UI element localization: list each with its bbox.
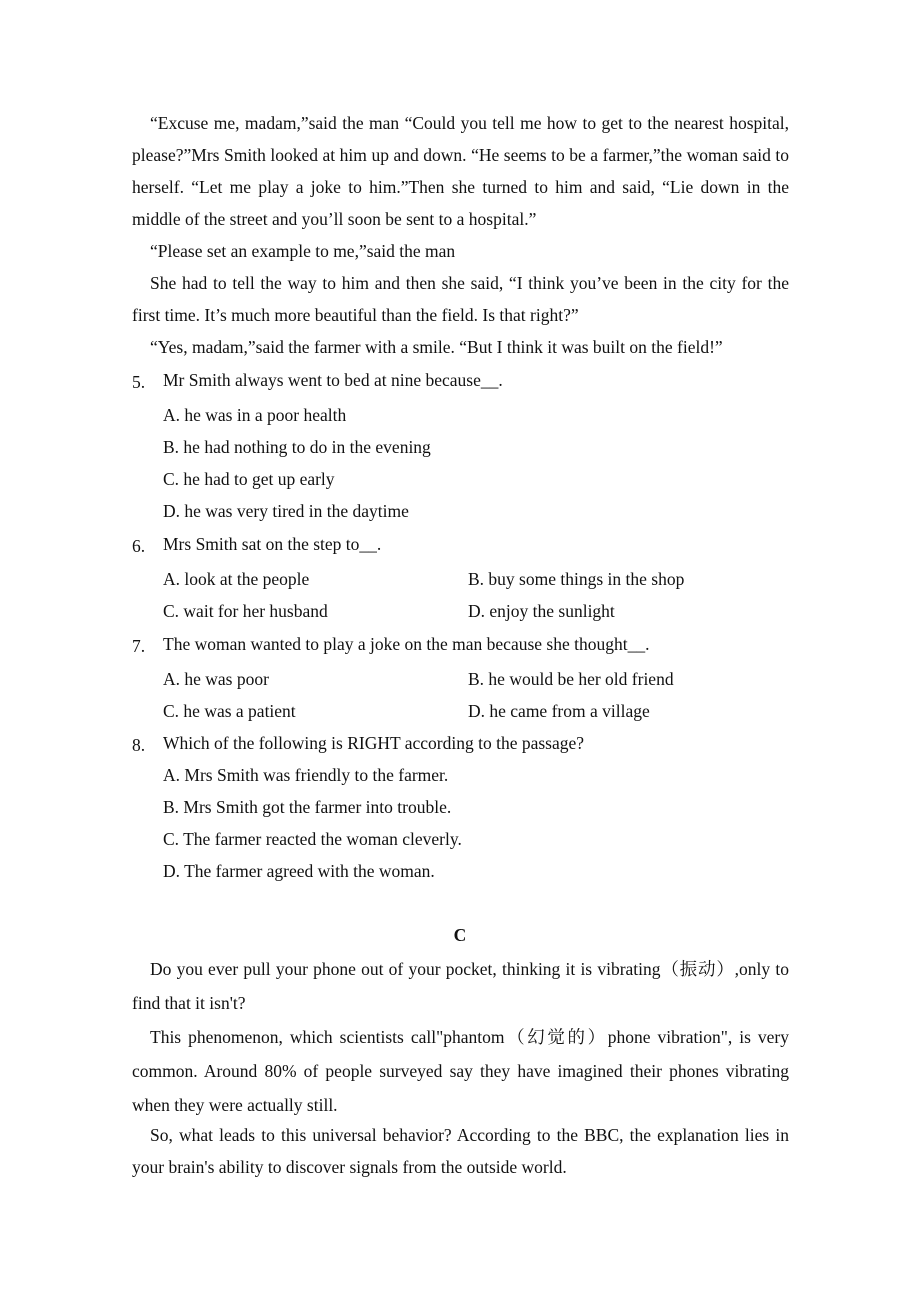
- question-option: D. he came from a village: [468, 701, 650, 721]
- question-option: C. wait for her husband: [163, 601, 328, 621]
- question-option: A. Mrs Smith was friendly to the farmer.: [163, 765, 449, 785]
- passage-b-paragraph-4: “Yes, madam,”said the farmer with a smile. “But I think it was built on the field!”: [150, 337, 723, 357]
- question-option: B. he would be her old friend: [468, 669, 674, 689]
- passage-c-paragraph-3: So, what leads to this universal behavior? According to the BBC, the explanation lies in your brain's ability to discover signals from the outside world.: [132, 1125, 789, 1177]
- question-option: C. he had to get up early: [163, 469, 335, 489]
- question-text: Mrs Smith sat on the step to__.: [163, 534, 382, 554]
- passage-c-paragraph-2: This phenomenon, which scientists call"phantom（幻觉的）phone vibration", is very common. Around 80% of people surveyed say they have imagined their phones vibrating when they were actually still.: [132, 1027, 789, 1115]
- question-option: D. he was very tired in the daytime: [163, 501, 409, 521]
- passage-b-paragraph-2: “Please set an example to me,”said the man: [150, 241, 456, 261]
- passage-b-paragraph-3: She had to tell the way to him and then she said, “I think you’ve been in the city for the first time. It’s much more beautiful than the field. Is that right?”: [132, 273, 789, 325]
- question-option: C. he was a patient: [163, 701, 296, 721]
- question-number: 8.: [132, 735, 146, 755]
- question-text: Mr Smith always went to bed at nine because__.: [163, 370, 503, 390]
- question-number: 7.: [132, 636, 146, 656]
- question-number: 6.: [132, 536, 146, 556]
- question-option: A. look at the people: [163, 569, 310, 589]
- question-option: A. he was in a poor health: [163, 405, 347, 425]
- passage-b-paragraph-1: “Excuse me, madam,”said the man “Could you tell me how to get to the nearest hospital, please?”Mrs Smith looked at him up and down. “He seems to be a farmer,”the woman said to herself. “Let me play a joke to him.”Then she turned to him and said, “Lie down in the middle of the street and you’ll soon be sent to a hospital.”: [132, 113, 789, 229]
- question-number: 5.: [132, 372, 146, 392]
- question-option: B. Mrs Smith got the farmer into trouble.: [163, 797, 452, 817]
- section-title: C: [453, 925, 467, 945]
- question-option: B. he had nothing to do in the evening: [163, 437, 431, 457]
- question-option: C. The farmer reacted the woman cleverly.: [163, 829, 462, 849]
- question-option: B. buy some things in the shop: [468, 569, 685, 589]
- question-text: Which of the following is RIGHT according to the passage?: [163, 733, 585, 753]
- passage-c-paragraph-1: Do you ever pull your phone out of your pocket, thinking it is vibrating（振动）,only to find that it isn't?: [132, 959, 789, 1013]
- question-text: The woman wanted to play a joke on the man because she thought__.: [163, 634, 650, 654]
- question-option: D. The farmer agreed with the woman.: [163, 861, 435, 881]
- question-option: A. he was poor: [163, 669, 269, 689]
- question-option: D. enjoy the sunlight: [468, 601, 615, 621]
